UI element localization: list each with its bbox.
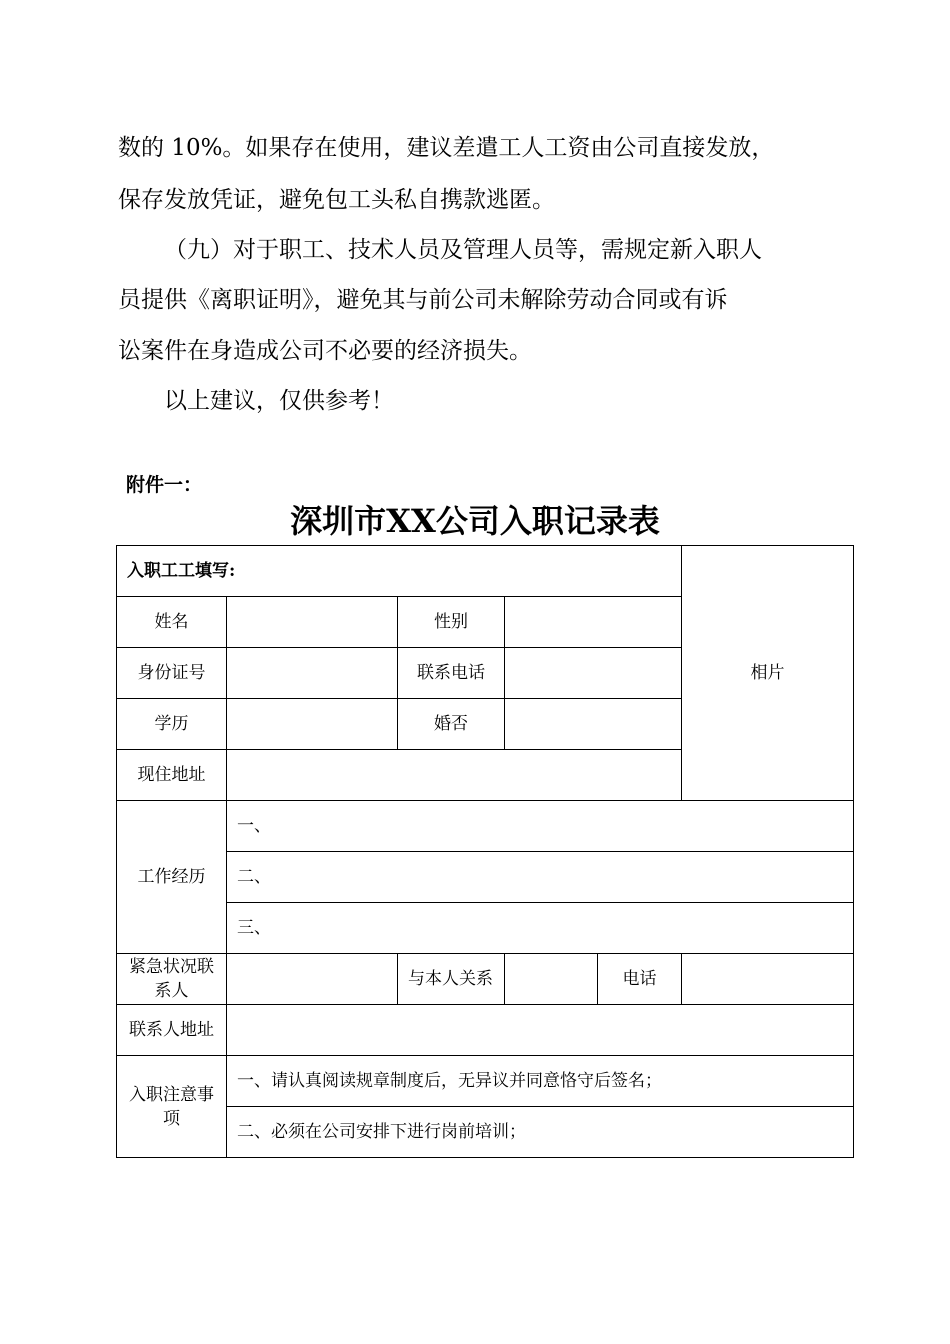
gender-field[interactable] (505, 597, 682, 648)
address-field[interactable] (227, 750, 682, 801)
table-row (117, 1107, 854, 1158)
form-header: 入职工工填写: (117, 546, 682, 597)
work-history-item-1[interactable]: 一、 (227, 801, 854, 852)
phone-label: 联系电话 (398, 648, 505, 699)
marital-label: 婚否 (398, 699, 505, 750)
note-item-1: 一、请认真阅读规章制度后，无异议并同意恪守后签名； (227, 1056, 854, 1107)
emergency-phone-label: 电话 (598, 954, 682, 1005)
relation-label: 与本人关系 (398, 954, 505, 1005)
address-label: 现住地址 (117, 750, 227, 801)
education-field[interactable] (227, 699, 398, 750)
gender-label: 性别 (398, 597, 505, 648)
name-label: 姓名 (117, 597, 227, 648)
emergency-contact-label: 紧急状况联系人 (117, 954, 227, 1005)
table-row (117, 852, 854, 903)
emergency-phone-field[interactable] (682, 954, 854, 1005)
contact-address-label: 联系人地址 (117, 1005, 227, 1056)
id-label: 身份证号 (117, 648, 227, 699)
table-row (117, 1005, 854, 1056)
paragraph-line-5: 讼案件在身造成公司不必要的经济损失。 (118, 338, 532, 364)
notes-label: 入职注意事项 (117, 1056, 227, 1158)
contact-address-field[interactable] (227, 1005, 854, 1056)
work-history-item-2[interactable]: 二、 (227, 852, 854, 903)
work-history-label: 工作经历 (117, 801, 227, 954)
table-row (117, 903, 854, 954)
education-label: 学历 (117, 699, 227, 750)
annex-label: 附件一： (126, 474, 203, 496)
work-history-item-3[interactable]: 三、 (227, 903, 854, 954)
marital-field[interactable] (505, 699, 682, 750)
paragraph-line-2: 保存发放凭证，避免包工头私自携款逃匿。 (118, 187, 555, 213)
paragraph-line-4: 员提供《离职证明》，避免其与前公司未解除劳动合同或有诉 (118, 287, 728, 313)
name-field[interactable] (227, 597, 398, 648)
form-header-row (117, 546, 854, 597)
onboarding-form-table (116, 545, 854, 1158)
form-title: 深圳市XX公司入职记录表 (290, 502, 660, 540)
relation-field[interactable] (505, 954, 598, 1005)
id-field[interactable] (227, 648, 398, 699)
phone-field[interactable] (505, 648, 682, 699)
table-row (117, 801, 854, 852)
paragraph-line-1: 数的 10%。如果存在使用，建议差遣工人工资由公司直接发放， (118, 135, 775, 161)
note-item-2: 二、必须在公司安排下进行岗前培训； (227, 1107, 854, 1158)
table-row (117, 1056, 854, 1107)
paragraph-line-3: （九）对于职工、技术人员及管理人员等，需规定新入职人 (164, 237, 762, 263)
emergency-contact-field[interactable] (227, 954, 398, 1005)
table-row (117, 954, 854, 1005)
closing-remark: 以上建议，仅供参考！ (164, 388, 394, 414)
photo-cell[interactable]: 相片 (682, 546, 854, 801)
